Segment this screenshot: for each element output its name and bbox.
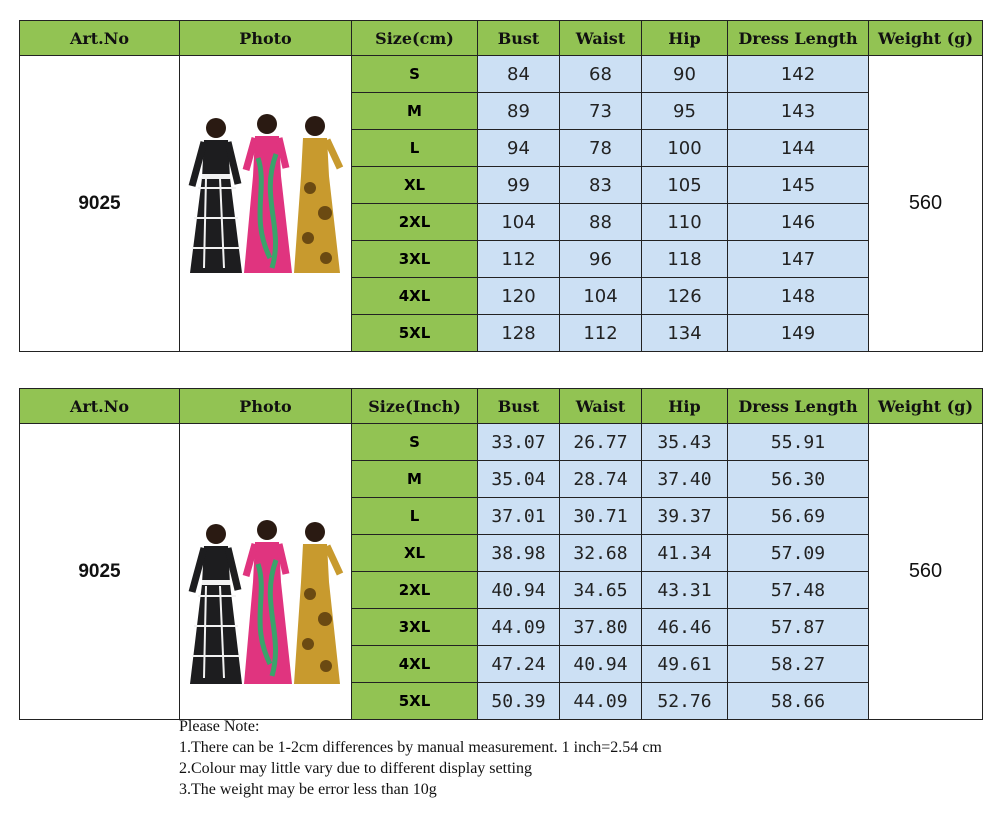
dress-length-cell: 57.87 bbox=[728, 609, 869, 646]
dress-length-cell: 149 bbox=[728, 315, 869, 352]
header-weight: Weight (g) bbox=[869, 21, 983, 56]
size-cell: XL bbox=[352, 167, 478, 204]
size-cell: 4XL bbox=[352, 646, 478, 683]
dress-length-cell: 145 bbox=[728, 167, 869, 204]
bust-cell: 99 bbox=[478, 167, 560, 204]
dress-length-cell: 58.27 bbox=[728, 646, 869, 683]
hip-cell: 43.31 bbox=[642, 572, 728, 609]
hip-cell: 39.37 bbox=[642, 498, 728, 535]
table-row bbox=[20, 56, 983, 93]
header-size: Size(cm) bbox=[352, 21, 478, 56]
waist-cell: 30.71 bbox=[560, 498, 642, 535]
header-hip: Hip bbox=[642, 389, 728, 424]
model-gold-dress bbox=[294, 522, 340, 684]
dress-length-cell: 148 bbox=[728, 278, 869, 315]
hip-cell: 49.61 bbox=[642, 646, 728, 683]
hip-cell: 52.76 bbox=[642, 683, 728, 720]
model-black-dress bbox=[190, 524, 242, 684]
size-cell: 5XL bbox=[352, 315, 478, 352]
waist-cell: 40.94 bbox=[560, 646, 642, 683]
waist-cell: 34.65 bbox=[560, 572, 642, 609]
note-line: 2.Colour may little vary due to different display setting bbox=[179, 760, 532, 777]
notes-title: Please Note: bbox=[179, 718, 260, 735]
hip-cell: 105 bbox=[642, 167, 728, 204]
hip-cell: 100 bbox=[642, 130, 728, 167]
waist-cell: 96 bbox=[560, 241, 642, 278]
size-cell: 4XL bbox=[352, 278, 478, 315]
weight-cell: 560 bbox=[869, 424, 983, 720]
bust-cell: 94 bbox=[478, 130, 560, 167]
size-cell: L bbox=[352, 498, 478, 535]
hip-cell: 46.46 bbox=[642, 609, 728, 646]
size-cell: M bbox=[352, 461, 478, 498]
dress-length-cell: 57.48 bbox=[728, 572, 869, 609]
product-photo bbox=[180, 424, 352, 720]
hip-cell: 118 bbox=[642, 241, 728, 278]
waist-cell: 26.77 bbox=[560, 424, 642, 461]
dress-models-image bbox=[180, 58, 352, 346]
bust-cell: 84 bbox=[478, 56, 560, 93]
model-pink-dress bbox=[244, 520, 292, 684]
dress-length-cell: 56.69 bbox=[728, 498, 869, 535]
bust-cell: 120 bbox=[478, 278, 560, 315]
header-dress-length: Dress Length bbox=[728, 21, 869, 56]
header-art-no: Art.No bbox=[20, 21, 180, 56]
waist-cell: 78 bbox=[560, 130, 642, 167]
dress-length-cell: 55.91 bbox=[728, 424, 869, 461]
bust-cell: 38.98 bbox=[478, 535, 560, 572]
header-row bbox=[20, 389, 983, 424]
bust-cell: 37.01 bbox=[478, 498, 560, 535]
bust-cell: 104 bbox=[478, 204, 560, 241]
dress-length-cell: 144 bbox=[728, 130, 869, 167]
waist-cell: 28.74 bbox=[560, 461, 642, 498]
waist-cell: 83 bbox=[560, 167, 642, 204]
header-art-no: Art.No bbox=[20, 389, 180, 424]
dress-models-image bbox=[180, 426, 352, 714]
table-row bbox=[20, 424, 983, 461]
hip-cell: 90 bbox=[642, 56, 728, 93]
size-cell: 5XL bbox=[352, 683, 478, 720]
hip-cell: 126 bbox=[642, 278, 728, 315]
header-size: Size(Inch) bbox=[352, 389, 478, 424]
header-bust: Bust bbox=[478, 21, 560, 56]
hip-cell: 134 bbox=[642, 315, 728, 352]
bust-cell: 128 bbox=[478, 315, 560, 352]
header-waist: Waist bbox=[560, 21, 642, 56]
dress-length-cell: 57.09 bbox=[728, 535, 869, 572]
bust-cell: 112 bbox=[478, 241, 560, 278]
hip-cell: 37.40 bbox=[642, 461, 728, 498]
size-cell: 2XL bbox=[352, 572, 478, 609]
bust-cell: 50.39 bbox=[478, 683, 560, 720]
waist-cell: 32.68 bbox=[560, 535, 642, 572]
dress-length-cell: 147 bbox=[728, 241, 869, 278]
size-cell: 3XL bbox=[352, 609, 478, 646]
waist-cell: 44.09 bbox=[560, 683, 642, 720]
header-row bbox=[20, 21, 983, 56]
model-gold-dress bbox=[294, 116, 340, 273]
bust-cell: 89 bbox=[478, 93, 560, 130]
art-no-cell: 9025 bbox=[20, 424, 180, 720]
bust-cell: 47.24 bbox=[478, 646, 560, 683]
hip-cell: 41.34 bbox=[642, 535, 728, 572]
header-bust: Bust bbox=[478, 389, 560, 424]
hip-cell: 110 bbox=[642, 204, 728, 241]
header-photo: Photo bbox=[180, 21, 352, 56]
header-photo: Photo bbox=[180, 389, 352, 424]
bust-cell: 35.04 bbox=[478, 461, 560, 498]
hip-cell: 35.43 bbox=[642, 424, 728, 461]
bust-cell: 40.94 bbox=[478, 572, 560, 609]
waist-cell: 112 bbox=[560, 315, 642, 352]
model-black-dress bbox=[190, 118, 242, 273]
size-chart-cm bbox=[19, 20, 983, 352]
dress-length-cell: 143 bbox=[728, 93, 869, 130]
bust-cell: 44.09 bbox=[478, 609, 560, 646]
size-cell: S bbox=[352, 56, 478, 93]
product-photo bbox=[180, 56, 352, 352]
size-cell: M bbox=[352, 93, 478, 130]
dress-length-cell: 58.66 bbox=[728, 683, 869, 720]
dress-length-cell: 142 bbox=[728, 56, 869, 93]
note-line: 3.The weight may be error less than 10g bbox=[179, 781, 437, 798]
weight-cell: 560 bbox=[869, 56, 983, 352]
size-cell: L bbox=[352, 130, 478, 167]
size-cell: 3XL bbox=[352, 241, 478, 278]
header-waist: Waist bbox=[560, 389, 642, 424]
note-line: 1.There can be 1-2cm differences by manual measurement. 1 inch=2.54 cm bbox=[179, 739, 662, 756]
header-dress-length: Dress Length bbox=[728, 389, 869, 424]
waist-cell: 88 bbox=[560, 204, 642, 241]
size-chart-inch bbox=[19, 388, 983, 720]
waist-cell: 104 bbox=[560, 278, 642, 315]
model-pink-dress bbox=[244, 114, 292, 273]
header-weight: Weight (g) bbox=[869, 389, 983, 424]
dress-length-cell: 146 bbox=[728, 204, 869, 241]
dress-length-cell: 56.30 bbox=[728, 461, 869, 498]
size-cell: 2XL bbox=[352, 204, 478, 241]
header-hip: Hip bbox=[642, 21, 728, 56]
bust-cell: 33.07 bbox=[478, 424, 560, 461]
waist-cell: 37.80 bbox=[560, 609, 642, 646]
hip-cell: 95 bbox=[642, 93, 728, 130]
size-cell: S bbox=[352, 424, 478, 461]
art-no-cell: 9025 bbox=[20, 56, 180, 352]
waist-cell: 73 bbox=[560, 93, 642, 130]
notes-section bbox=[179, 716, 662, 800]
size-cell: XL bbox=[352, 535, 478, 572]
waist-cell: 68 bbox=[560, 56, 642, 93]
